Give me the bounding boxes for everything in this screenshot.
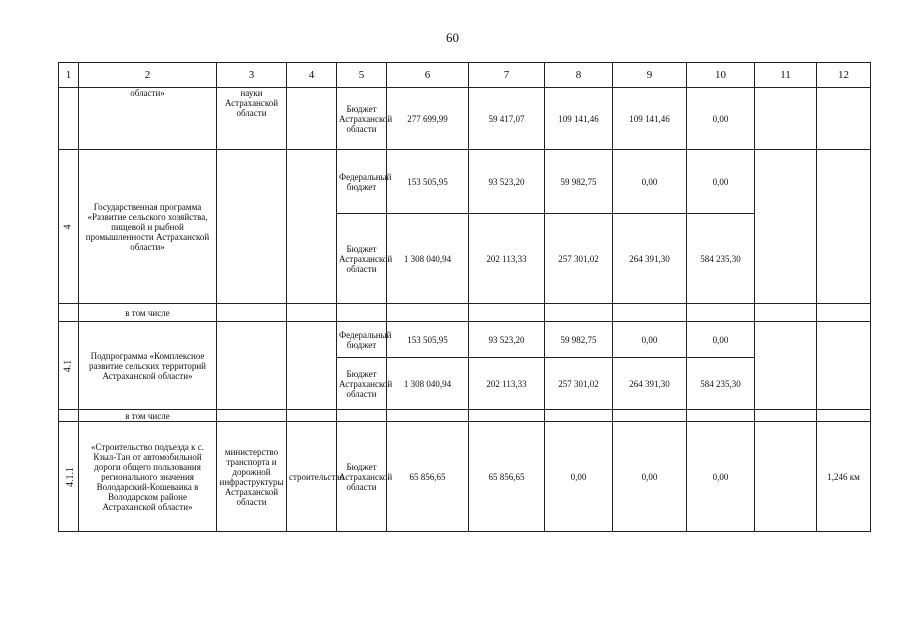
header-cell: 1 xyxy=(59,63,79,88)
value-cell: 59 982,75 xyxy=(545,150,613,214)
value-cell: 1 308 040,94 xyxy=(387,358,469,410)
program-name: области» xyxy=(79,88,217,150)
header-cell: 2 xyxy=(79,63,217,88)
funding-source: Бюджет Астраханской области xyxy=(337,214,387,304)
value-cell: 257 301,02 xyxy=(545,214,613,304)
value-cell: 109 141,46 xyxy=(613,88,687,150)
table-row xyxy=(59,88,871,150)
table-row xyxy=(59,410,871,422)
funding-source: Бюджет Астраханской области xyxy=(337,358,387,410)
value-cell: 277 699,99 xyxy=(387,88,469,150)
funding-source: Федеральный бюджет xyxy=(337,322,387,358)
header-cell: 4 xyxy=(287,63,337,88)
value-cell: 257 301,02 xyxy=(545,358,613,410)
row-number: 4.1 xyxy=(59,322,79,410)
funding-source: Федеральный бюджет xyxy=(337,150,387,214)
funding-source: Бюджет Астраханской области xyxy=(337,88,387,150)
executor-cell: министерство транспорта и дорожной инфраструктуры Астраханской области xyxy=(217,422,287,532)
value-cell: 65 856,65 xyxy=(469,422,545,532)
table-row xyxy=(59,322,871,358)
table-row xyxy=(59,150,871,214)
header-cell: 5 xyxy=(337,63,387,88)
value-cell: 0,00 xyxy=(613,322,687,358)
value-cell: 59 417,07 xyxy=(469,88,545,150)
program-name: Государственная программа «Развитие сельского хозяйства, пищевой и рыбной промышленности Астраханской области» xyxy=(79,150,217,304)
in-that-number-label: в том числе xyxy=(79,304,217,322)
header-cell: 10 xyxy=(687,63,755,88)
capacity-cell: 1,246 км xyxy=(817,422,871,532)
table-row xyxy=(59,304,871,322)
program-name: «Строительство подъезда к с. Кзыл-Тан от автомобильной дороги общего пользования регионального значения Володарский-Кошеваика в Володарском районе Астраханской области» xyxy=(79,422,217,532)
value-cell: 0,00 xyxy=(687,150,755,214)
value-cell: 264 391,30 xyxy=(613,358,687,410)
value-cell: 93 523,20 xyxy=(469,322,545,358)
header-cell: 11 xyxy=(755,63,817,88)
value-cell: 65 856,65 xyxy=(387,422,469,532)
header-cell: 7 xyxy=(469,63,545,88)
work-type-cell: строительство xyxy=(287,422,337,532)
row-number: 4.1.1 xyxy=(59,422,79,532)
program-name: Подпрограмма «Комплексное развитие сельских территорий Астраханской области» xyxy=(79,322,217,410)
value-cell: 0,00 xyxy=(687,322,755,358)
budget-table xyxy=(58,62,871,532)
value-cell: 109 141,46 xyxy=(545,88,613,150)
value-cell: 93 523,20 xyxy=(469,150,545,214)
executor-cell: науки Астраханской области xyxy=(217,88,287,150)
funding-source: Бюджет Астраханской области xyxy=(337,422,387,532)
value-cell: 0,00 xyxy=(613,150,687,214)
value-cell: 59 982,75 xyxy=(545,322,613,358)
value-cell: 0,00 xyxy=(687,422,755,532)
value-cell: 153 505,95 xyxy=(387,150,469,214)
header-cell: 9 xyxy=(613,63,687,88)
header-cell: 3 xyxy=(217,63,287,88)
value-cell: 202 113,33 xyxy=(469,214,545,304)
value-cell: 0,00 xyxy=(613,422,687,532)
value-cell: 0,00 xyxy=(687,88,755,150)
header-row xyxy=(59,63,871,88)
in-that-number-label: в том числе xyxy=(79,410,217,422)
value-cell: 584 235,30 xyxy=(687,214,755,304)
header-cell: 8 xyxy=(545,63,613,88)
header-cell: 12 xyxy=(817,63,871,88)
value-cell: 264 391,30 xyxy=(613,214,687,304)
table-row xyxy=(59,422,871,532)
value-cell: 584 235,30 xyxy=(687,358,755,410)
value-cell: 1 308 040,94 xyxy=(387,214,469,304)
value-cell: 202 113,33 xyxy=(469,358,545,410)
row-number: 4 xyxy=(59,150,79,304)
header-cell: 6 xyxy=(387,63,469,88)
value-cell: 0,00 xyxy=(545,422,613,532)
value-cell: 153 505,95 xyxy=(387,322,469,358)
page-number: 60 xyxy=(446,30,459,45)
